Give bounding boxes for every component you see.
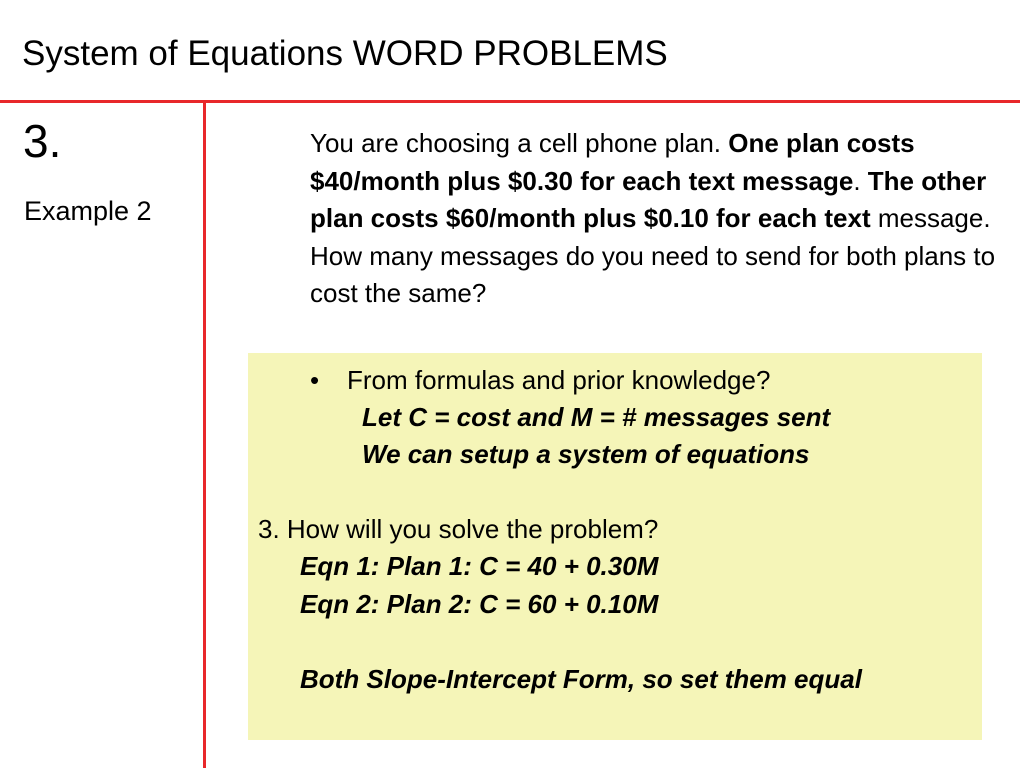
- equation-2: Eqn 2: Plan 2: C = 60 + 0.10M: [300, 589, 659, 619]
- variable-definition: Let C = cost and M = # messages sent: [362, 402, 831, 432]
- bullet-text: From formulas and prior knowledge?: [347, 365, 771, 395]
- solve-question: 3. How will you solve the problem?: [258, 514, 659, 544]
- problem-text: .: [853, 165, 868, 196]
- problem-question-text: message. How many messages do you need to send for both plans to cost the same?: [310, 203, 996, 308]
- bullet-icon: •: [310, 365, 320, 395]
- example-label: Example 2: [24, 196, 152, 226]
- problem-text: You are choosing a cell phone plan.: [310, 128, 729, 158]
- problem-plan2-bold: The other plan costs $60/month plus $0.10 for each text: [310, 165, 987, 233]
- conclusion-text: Both Slope-Intercept Form, so set them equal: [300, 664, 862, 694]
- problem-plan1-bold: One plan costs $40/month plus $0.30 for each text message: [310, 128, 915, 196]
- problem-number: 3.: [23, 115, 62, 167]
- sidebar-divider: [203, 100, 206, 768]
- problem-statement: [310, 125, 1000, 313]
- title-divider: [0, 100, 1020, 103]
- slide-title: System of Equations WORD PROBLEMS: [22, 34, 668, 73]
- system-setup-note: We can setup a system of equations: [362, 439, 810, 469]
- equation-1: Eqn 1: Plan 1: C = 40 + 0.30M: [300, 551, 659, 581]
